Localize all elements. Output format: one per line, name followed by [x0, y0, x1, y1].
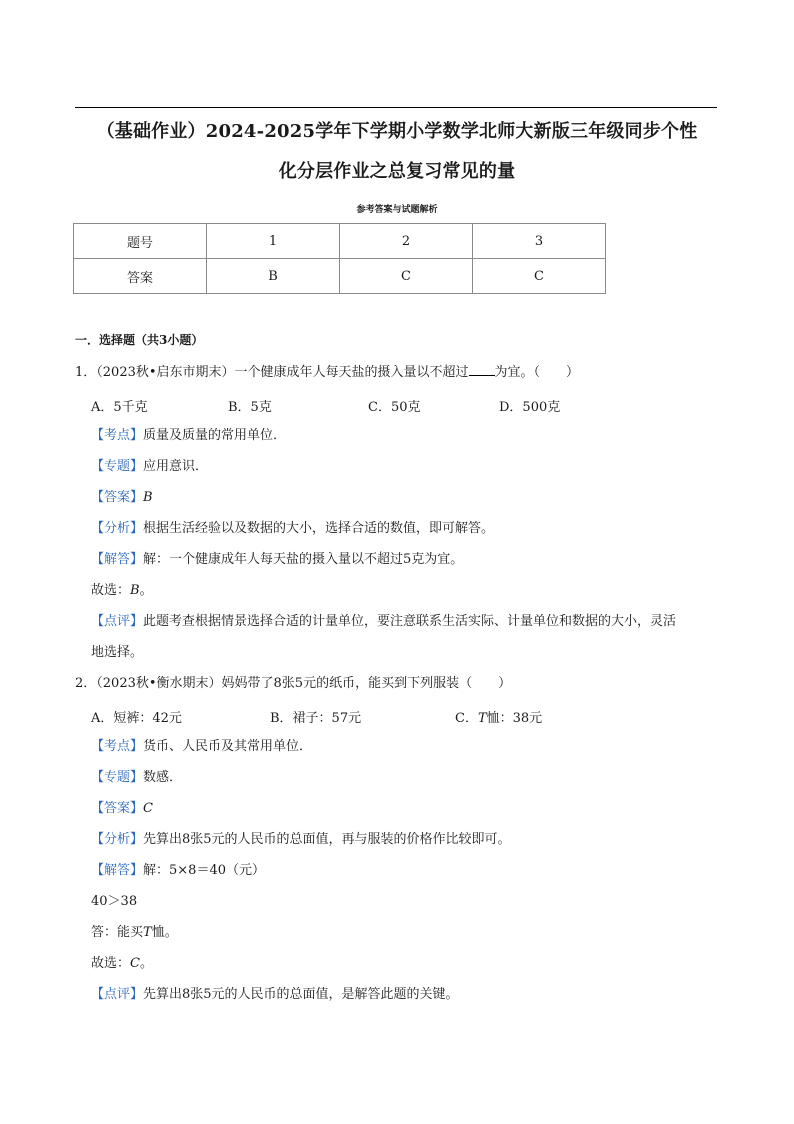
final-choice-end: 。: [139, 956, 153, 971]
question-2-final-choice: [91, 955, 153, 973]
header-rule: [75, 107, 717, 108]
option-c-italic: T: [477, 711, 487, 726]
final-choice-value: B: [130, 583, 140, 598]
question-1-option-d: D．500克: [499, 400, 561, 415]
document-title-line-1: （基础作业）2024-2025学年下学期小学数学北师大新版三年级同步个性: [96, 121, 698, 142]
table-cell: B: [207, 259, 340, 294]
document-title-line-2: 化分层作业之总复习常见的量: [278, 161, 516, 182]
zhuanti-text: 应用意识．: [143, 459, 209, 474]
table-cell: 题号: [74, 224, 207, 259]
question-1-zhuanti: [91, 458, 208, 476]
question-1-option-b: B．5克: [228, 400, 272, 415]
question-1-dianping: [91, 613, 676, 631]
kaodian-text: 货币、人民币及其常用单位．: [143, 739, 313, 754]
question-2-jieda: [91, 862, 265, 880]
answer-table-row: [74, 259, 606, 294]
table-cell: 1: [207, 224, 340, 259]
option-c-rest: 恤：38元: [486, 711, 543, 726]
question-2-stem: 2．（2023秋•衡水期末）妈妈带了8张5元的纸币，能买到下列服装（ ）: [75, 676, 512, 691]
conclusion-before: 答：能买: [91, 925, 144, 940]
dianping-tag: 【点评】: [91, 614, 144, 629]
final-choice-value: C: [130, 956, 140, 971]
dianping-text: 先算出8张5元的人民币的总面值，是解答此题的关键。: [143, 987, 459, 1002]
answer-value: C: [143, 801, 153, 816]
table-cell: C: [473, 259, 606, 294]
question-2-option-a: A．短裤：42元: [91, 711, 182, 726]
kaodian-tag: 【考点】: [91, 739, 144, 754]
question-2-kaodian: [91, 738, 312, 756]
final-choice-label: 故选：: [91, 956, 131, 971]
question-2-zhuanti: [91, 769, 182, 787]
dianping-text: 此题考查根据情景选择合适的计量单位，要注意联系生活实际、计量单位和数据的大小，灵活: [143, 614, 677, 629]
daan-tag: 【答案】: [91, 801, 144, 816]
option-c-label: C．: [455, 711, 478, 726]
zhuanti-text: 数感．: [143, 770, 183, 785]
document-subtitle: 参考答案与试题解析: [356, 205, 438, 215]
question-1-stem: [75, 363, 579, 382]
question-1-final-choice: [91, 582, 153, 600]
kaodian-tag: 【考点】: [91, 428, 144, 443]
question-2-option-b: B．裙子：57元: [270, 711, 362, 726]
jieda-tag: 【解答】: [91, 863, 144, 878]
table-cell: 答案: [74, 259, 207, 294]
question-1-stem-before: 1．（2023秋•启东市期末）一个健康成年人每天盐的摄入量以不超过: [75, 365, 469, 380]
question-2-answer: [91, 800, 153, 818]
final-choice-label: 故选：: [91, 583, 131, 598]
question-2-comparison: 40＞38: [91, 894, 138, 909]
fenxi-tag: 【分析】: [91, 832, 144, 847]
fenxi-tag: 【分析】: [91, 521, 144, 536]
jieda-tag: 【解答】: [91, 552, 144, 567]
question-1-option-a: A．5千克: [91, 400, 148, 415]
question-1-fenxi: [91, 520, 494, 538]
question-2-fenxi: [91, 831, 511, 849]
question-2-option-c: [455, 707, 542, 726]
question-2-conclusion: [91, 924, 178, 942]
fenxi-text: 根据生活经验以及数据的大小，选择合适的数值，即可解答。: [143, 521, 495, 536]
table-cell: 3: [473, 224, 606, 259]
jieda-text: 解：一个健康成年人每天盐的摄入量以不超过5克为宜。: [143, 552, 464, 567]
fenxi-text: 先算出8张5元的人民币的总面值，再与服装的价格作比较即可。: [143, 832, 511, 847]
question-1-stem-after: 为宜。（ ）: [494, 365, 580, 380]
question-1-option-c: C．50克: [368, 400, 421, 415]
jieda-text: 解：5×8＝40（元）: [143, 863, 265, 878]
final-choice-end: 。: [139, 583, 153, 598]
kaodian-text: 质量及质量的常用单位．: [143, 428, 287, 443]
zhuanti-tag: 【专题】: [91, 770, 144, 785]
question-1-dianping-continued: 地选择。: [91, 645, 144, 660]
answer-table: [73, 223, 606, 294]
section-heading: 一．选择题（共3小题）: [75, 333, 204, 347]
question-2-dianping: [91, 986, 459, 1004]
dianping-tag: 【点评】: [91, 987, 144, 1002]
question-1-jieda: [91, 551, 463, 569]
question-1-kaodian: [91, 427, 286, 445]
conclusion-after: 恤。: [151, 925, 178, 940]
zhuanti-tag: 【专题】: [91, 459, 144, 474]
question-1-answer: [91, 489, 153, 507]
answer-value: B: [143, 490, 153, 505]
daan-tag: 【答案】: [91, 490, 144, 505]
conclusion-italic: T: [143, 925, 152, 940]
answer-table-row: [74, 224, 606, 259]
table-cell: C: [340, 259, 473, 294]
table-cell: 2: [340, 224, 473, 259]
answer-blank: [469, 363, 495, 376]
